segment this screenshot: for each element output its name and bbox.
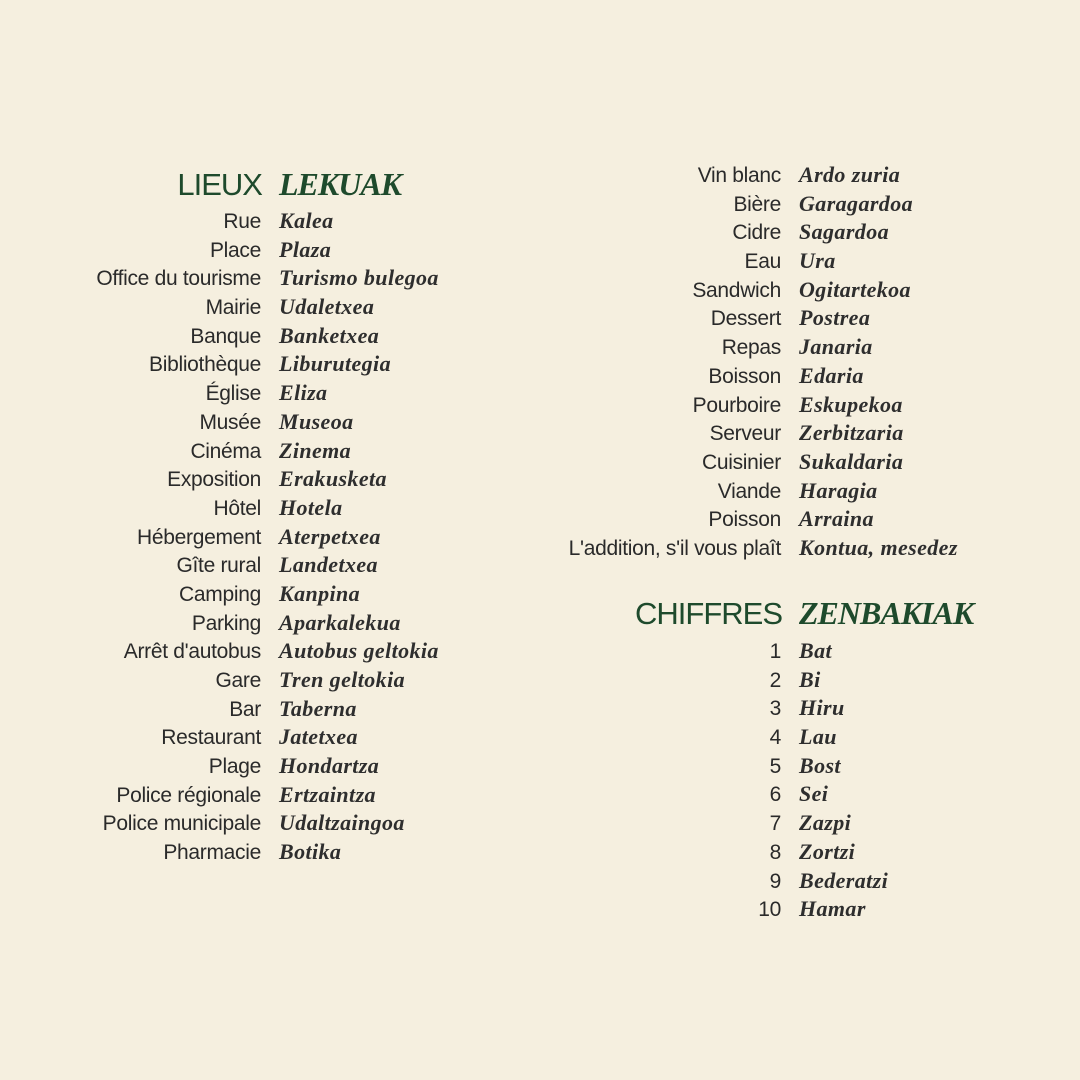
french-term: 6 bbox=[769, 783, 781, 807]
vocab-row bbox=[0, 363, 958, 392]
basque-term: Zazpi bbox=[799, 810, 852, 836]
vocab-row bbox=[0, 191, 958, 220]
vocab-row bbox=[0, 478, 958, 507]
vocab-row bbox=[0, 277, 958, 306]
vocab-row bbox=[0, 753, 973, 782]
vocab-row bbox=[0, 724, 973, 753]
basque-term: Plaza bbox=[279, 236, 332, 262]
french-term: 10 bbox=[758, 898, 781, 922]
basque-term: Janaria bbox=[799, 334, 873, 360]
french-term: Restaurant bbox=[161, 726, 261, 750]
basque-term: Zinema bbox=[279, 437, 352, 463]
basque-term: Aparkalekua bbox=[279, 609, 401, 635]
basque-term: Hotela bbox=[279, 494, 343, 520]
numbers-heading-french: CHIFFRES bbox=[635, 596, 782, 631]
french-term: Cinéma bbox=[190, 439, 261, 463]
vocab-row bbox=[0, 420, 958, 449]
french-term: Camping bbox=[179, 582, 261, 606]
vocab-row bbox=[0, 449, 958, 478]
basque-term: Zortzi bbox=[799, 838, 856, 864]
vocab-row bbox=[0, 248, 958, 277]
vocab-row bbox=[0, 506, 958, 535]
french-term: Office du tourisme bbox=[96, 267, 261, 291]
basque-term: Kanpina bbox=[279, 580, 361, 606]
numbers-heading bbox=[0, 595, 973, 635]
basque-term: Hiru bbox=[799, 695, 845, 721]
vocab-row bbox=[0, 667, 973, 696]
basque-term: Postrea bbox=[799, 305, 871, 331]
basque-term: Eskupekoa bbox=[799, 391, 903, 417]
french-term: Exposition bbox=[167, 468, 261, 492]
french-term: 9 bbox=[769, 869, 781, 893]
french-term: Arrêt d'autobus bbox=[123, 640, 261, 664]
french-term: Banque bbox=[190, 324, 261, 348]
basque-term: Ura bbox=[799, 248, 836, 274]
french-term: Gare bbox=[215, 669, 261, 692]
basque-term: Tren geltokia bbox=[279, 667, 405, 692]
basque-term: Bederatzi bbox=[799, 867, 889, 893]
numbers-list bbox=[0, 638, 973, 925]
french-term: Plage bbox=[208, 755, 261, 779]
basque-term: Erakusketa bbox=[279, 466, 387, 492]
french-term: 5 bbox=[769, 754, 781, 778]
basque-term: Sei bbox=[799, 781, 829, 807]
food-list bbox=[0, 162, 958, 564]
numbers-section bbox=[0, 595, 973, 925]
french-term: Repas bbox=[721, 336, 781, 360]
vocab-row bbox=[0, 810, 973, 839]
vocab-row bbox=[0, 638, 973, 667]
basque-term: Botika bbox=[279, 839, 342, 865]
french-term: Vin blanc bbox=[697, 164, 781, 187]
basque-term: Garagardoa bbox=[799, 190, 914, 216]
french-term: Bar bbox=[229, 697, 261, 721]
vocab-row bbox=[0, 305, 958, 334]
vocab-row bbox=[0, 162, 958, 191]
basque-term: Ardo zuria bbox=[799, 162, 901, 187]
basque-term: Bat bbox=[799, 638, 832, 663]
basque-term: Museoa bbox=[279, 408, 354, 434]
french-term: Serveur bbox=[709, 422, 781, 446]
basque-term: Landetxea bbox=[279, 552, 378, 578]
french-term: Église bbox=[205, 382, 261, 406]
basque-term: Lau bbox=[799, 724, 837, 750]
vocab-row bbox=[0, 781, 973, 810]
basque-term: Hamar bbox=[799, 896, 866, 922]
basque-term: Liburutegia bbox=[279, 351, 391, 377]
basque-term: Arraina bbox=[799, 506, 874, 532]
basque-term: Bost bbox=[799, 752, 841, 778]
french-term: 8 bbox=[769, 840, 781, 864]
french-term: Pourboire bbox=[692, 393, 781, 417]
vocab-row bbox=[0, 535, 958, 564]
french-term: 4 bbox=[769, 726, 781, 750]
french-term: Cidre bbox=[732, 221, 781, 245]
french-term: Dessert bbox=[710, 307, 781, 331]
basque-term: Zerbitzaria bbox=[799, 420, 904, 446]
basque-term: Banketxea bbox=[279, 322, 380, 348]
vocab-row bbox=[0, 334, 958, 363]
french-term: 2 bbox=[769, 668, 781, 692]
french-term: Police municipale bbox=[102, 812, 261, 836]
basque-term: Kontua, mesedez bbox=[799, 534, 958, 560]
basque-term: Turismo bulegoa bbox=[279, 265, 439, 291]
basque-term: Ertzaintza bbox=[279, 781, 376, 807]
french-term: 7 bbox=[769, 812, 781, 836]
french-term: Police régionale bbox=[116, 783, 261, 807]
basque-term: Edaria bbox=[799, 362, 864, 388]
basque-term: Eliza bbox=[279, 380, 328, 406]
french-term: Gîte rural bbox=[176, 554, 261, 578]
french-term: Viande bbox=[717, 479, 781, 503]
french-term: L'addition, s'il vous plaît bbox=[568, 536, 781, 560]
numbers-heading-basque: ZENBAKIAK bbox=[799, 595, 974, 631]
basque-term: Sagardoa bbox=[799, 219, 889, 245]
vocab-row bbox=[0, 896, 973, 925]
basque-term: Jatetxea bbox=[279, 724, 358, 750]
french-term: Poisson bbox=[708, 508, 781, 532]
basque-term: Sukaldaria bbox=[799, 448, 904, 474]
basque-term: Ogitartekoa bbox=[799, 276, 911, 302]
french-term: Mairie bbox=[205, 296, 261, 320]
french-term: Eau bbox=[744, 250, 781, 274]
french-term: Pharmacie bbox=[163, 841, 261, 865]
french-term: Hôtel bbox=[213, 496, 261, 520]
vocab-row bbox=[0, 868, 973, 897]
basque-term: Autobus geltokia bbox=[279, 638, 439, 664]
food-section bbox=[0, 162, 958, 564]
french-term: 1 bbox=[769, 640, 781, 663]
basque-term: Hondartza bbox=[279, 753, 380, 779]
basque-term: Aterpetxea bbox=[279, 523, 381, 549]
french-term: Cuisinier bbox=[702, 450, 781, 474]
basque-term: Haragia bbox=[799, 477, 878, 503]
french-term: 3 bbox=[769, 697, 781, 721]
french-term: Place bbox=[209, 238, 261, 262]
basque-term: Udaltzaingoa bbox=[279, 810, 405, 836]
basque-term: Kalea bbox=[279, 208, 334, 233]
french-term: Bibliothèque bbox=[149, 353, 261, 377]
vocab-row bbox=[0, 695, 973, 724]
french-term: Sandwich bbox=[692, 278, 781, 302]
basque-term: Udaletxea bbox=[279, 294, 375, 320]
places-heading-basque: LEKUAK bbox=[279, 166, 402, 202]
french-term: Musée bbox=[199, 410, 261, 434]
vocab-row bbox=[0, 839, 973, 868]
basque-term: Bi bbox=[799, 666, 821, 692]
french-term: Bière bbox=[733, 192, 781, 216]
vocab-row bbox=[0, 219, 958, 248]
french-term: Parking bbox=[191, 611, 261, 635]
french-term: Hébergement bbox=[137, 525, 261, 549]
vocab-row bbox=[0, 392, 958, 421]
places-heading-french: LIEUX bbox=[177, 167, 262, 202]
french-term: Boisson bbox=[708, 364, 781, 388]
french-term: Rue bbox=[223, 210, 261, 233]
basque-term: Taberna bbox=[279, 695, 357, 721]
